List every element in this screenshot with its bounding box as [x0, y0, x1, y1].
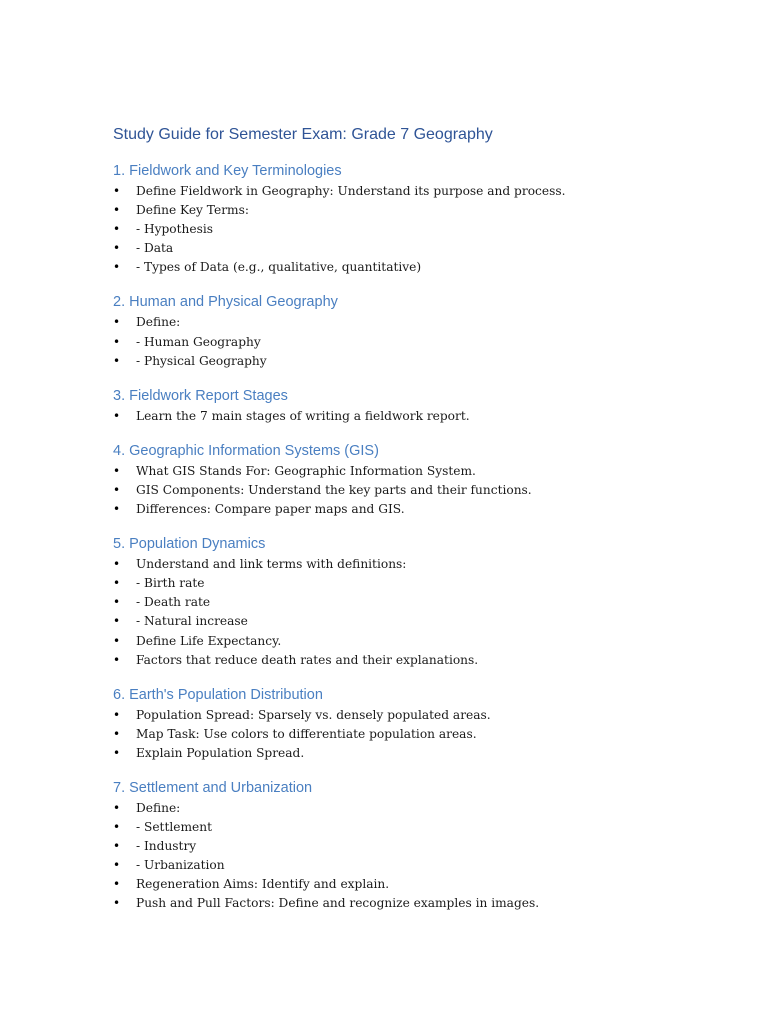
list-item-text: GIS Components: Understand the key parts and their functions. — [136, 482, 532, 497]
sections-container — [113, 161, 733, 914]
section-5 — [113, 534, 733, 670]
list-item-text: Map Task: Use colors to differentiate population areas. — [136, 726, 477, 741]
list-item — [113, 593, 733, 612]
list-item-text: - Urbanization — [136, 858, 225, 873]
section-6 — [113, 685, 733, 763]
bullet-icon: • — [113, 820, 121, 835]
bullet-icon: • — [113, 595, 121, 610]
list-item-text: - Hypothesis — [136, 222, 214, 237]
list-item — [113, 612, 733, 631]
bullet-icon: • — [113, 707, 121, 722]
list-item — [113, 574, 733, 593]
list-item — [113, 220, 733, 239]
section-4 — [113, 441, 733, 519]
list-item-text: Define Fieldwork in Geography: Understand its purpose and process. — [136, 184, 566, 198]
bullet-icon: • — [113, 633, 121, 648]
bullet-icon: • — [113, 482, 121, 497]
section-7 — [113, 778, 733, 914]
bullet-icon: • — [113, 877, 121, 892]
list-item-text: - Settlement — [136, 820, 212, 835]
list-item — [113, 744, 733, 763]
list-item-text: Explain Population Spread. — [136, 745, 305, 760]
bullet-icon: • — [113, 652, 121, 667]
list-item — [113, 182, 733, 201]
list-item — [113, 818, 733, 837]
list-item-text: - Birth rate — [136, 576, 205, 591]
list-item-text: Regeneration Aims: Identify and explain. — [136, 877, 390, 892]
bullet-list — [113, 555, 733, 670]
list-item-text: What GIS Stands For: Geographic Information System. — [136, 463, 476, 478]
list-item — [113, 894, 733, 913]
list-item — [113, 333, 733, 352]
bullet-list — [113, 462, 733, 519]
list-item — [113, 462, 733, 481]
bullet-icon: • — [113, 896, 121, 911]
document-title: Study Guide for Semester Exam: Grade 7 Geography — [113, 126, 493, 143]
bullet-icon: • — [113, 315, 121, 330]
bullet-icon: • — [113, 800, 121, 815]
bullet-icon: • — [113, 839, 121, 854]
list-item-text: - Physical Geography — [136, 353, 267, 368]
list-item-text: - Types of Data (e.g., qualitative, quantitative) — [136, 260, 422, 275]
list-item-text: - Natural increase — [136, 614, 248, 629]
bullet-icon: • — [113, 463, 121, 478]
bullet-list — [113, 407, 733, 426]
list-item-text: Population Spread: Sparsely vs. densely populated areas. — [136, 707, 491, 722]
bullet-list — [113, 706, 733, 763]
bullet-icon: • — [113, 502, 121, 517]
section-3 — [113, 386, 733, 426]
bullet-icon: • — [113, 557, 121, 572]
bullet-list — [113, 313, 733, 370]
list-item — [113, 837, 733, 856]
list-item — [113, 706, 733, 725]
section-heading: 5. Population Dynamics — [113, 536, 266, 553]
bullet-icon: • — [113, 745, 121, 760]
bullet-icon: • — [113, 726, 121, 741]
section-heading: 3. Fieldwork Report Stages — [113, 387, 288, 404]
list-item — [113, 856, 733, 875]
list-item — [113, 481, 733, 500]
list-item-text: - Data — [136, 241, 174, 256]
bullet-icon: • — [113, 353, 121, 368]
list-item — [113, 799, 733, 818]
section-1 — [113, 161, 733, 277]
list-item — [113, 239, 733, 258]
list-item-text: - Industry — [136, 839, 197, 854]
list-item-text: Define Life Expectancy. — [136, 633, 282, 648]
bullet-icon: • — [113, 260, 121, 275]
list-item-text: Define Key Terms: — [136, 203, 249, 218]
list-item — [113, 258, 733, 277]
bullet-icon: • — [113, 408, 121, 423]
bullet-icon: • — [113, 241, 121, 256]
bullet-icon: • — [113, 576, 121, 591]
list-item-text: Define: — [136, 315, 181, 330]
bullet-icon: • — [113, 614, 121, 629]
list-item — [113, 352, 733, 371]
list-item — [113, 313, 733, 332]
list-item-text: Differences: Compare paper maps and GIS. — [136, 502, 405, 517]
list-item-text: Define: — [136, 800, 181, 815]
list-item-text: Understand and link terms with definitions: — [136, 557, 407, 572]
bullet-list — [113, 182, 733, 277]
bullet-list — [113, 799, 733, 914]
list-item-text: Factors that reduce death rates and their explanations. — [136, 652, 479, 667]
list-item-text: Learn the 7 main stages of writing a fieldwork report. — [136, 408, 470, 423]
document-page — [113, 124, 733, 929]
list-item — [113, 875, 733, 894]
section-2 — [113, 292, 733, 370]
list-item-text: - Human Geography — [136, 334, 261, 349]
list-item-text: Push and Pull Factors: Define and recognize examples in images. — [136, 896, 540, 911]
list-item — [113, 407, 733, 426]
bullet-icon: • — [113, 858, 121, 873]
bullet-icon: • — [113, 203, 121, 218]
list-item — [113, 651, 733, 670]
list-item — [113, 632, 733, 651]
list-item — [113, 725, 733, 744]
list-item — [113, 555, 733, 574]
section-heading: 1. Fieldwork and Key Terminologies — [113, 163, 342, 179]
list-item — [113, 201, 733, 220]
bullet-icon: • — [113, 334, 121, 349]
section-heading: 7. Settlement and Urbanization — [113, 779, 313, 796]
section-heading: 4. Geographic Information Systems (GIS) — [113, 442, 379, 459]
list-item-text: - Death rate — [136, 595, 211, 610]
bullet-icon: • — [113, 222, 121, 237]
section-heading: 2. Human and Physical Geography — [113, 294, 338, 311]
bullet-icon: • — [113, 184, 121, 198]
list-item — [113, 500, 733, 519]
section-heading: 6. Earth's Population Distribution — [113, 686, 323, 703]
